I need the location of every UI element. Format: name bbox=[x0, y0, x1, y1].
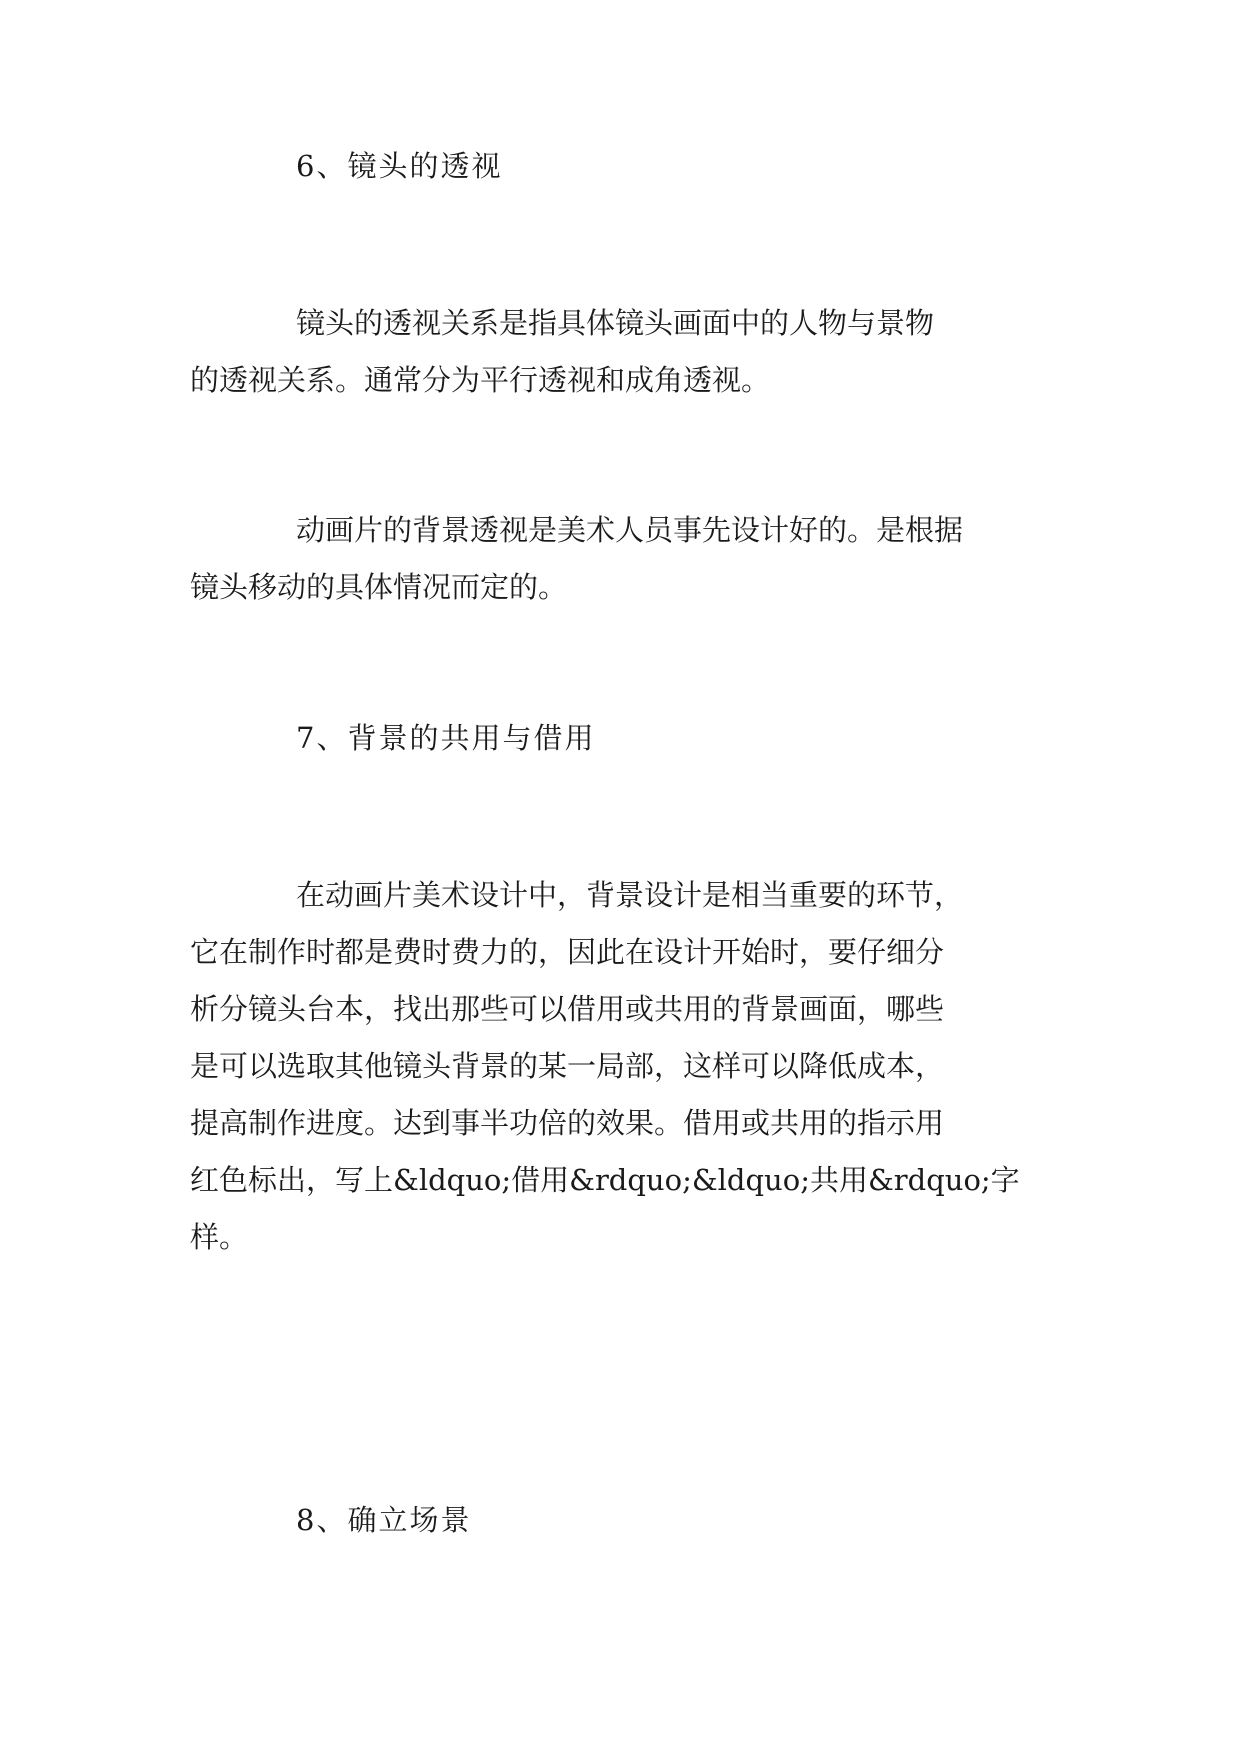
paragraph-line: 析分镜头台本，找出那些可以借用或共用的背景画面，哪些 bbox=[190, 992, 945, 1026]
section-heading-8: 8、确立场景 bbox=[296, 1503, 472, 1537]
paragraph-line: 红色标出，写上&ldquo;借用&rdquo;&ldquo;共用&rdquo;字 bbox=[190, 1163, 1020, 1197]
paragraph-line: 动画片的背景透视是美术人员事先设计好的。是根据 bbox=[296, 513, 964, 547]
paragraph-shared-backgrounds bbox=[190, 867, 1020, 1266]
paragraph-line: 样。 bbox=[190, 1220, 249, 1254]
paragraph-line: 是可以选取其他镜头背景的某一局部，这样可以降低成本， bbox=[190, 1049, 945, 1083]
paragraph-line: 它在制作时都是费时费力的，因此在设计开始时，要仔细分 bbox=[190, 935, 945, 969]
paragraph-line: 镜头移动的具体情况而定的。 bbox=[190, 570, 568, 604]
paragraph-line: 的透视关系。通常分为平行透视和成角透视。 bbox=[190, 363, 771, 397]
paragraph-line: 在动画片美术设计中，背景设计是相当重要的环节， bbox=[296, 878, 964, 912]
paragraph-perspective bbox=[190, 295, 934, 409]
paragraph-background-perspective bbox=[190, 502, 963, 616]
paragraph-line: 镜头的透视关系是指具体镜头画面中的人物与景物 bbox=[296, 306, 935, 340]
paragraph-line: 提高制作进度。达到事半功倍的效果。借用或共用的指示用 bbox=[190, 1106, 945, 1140]
section-heading-6: 6、镜头的透视 bbox=[296, 149, 503, 183]
section-heading-7: 7、背景的共用与借用 bbox=[296, 721, 596, 755]
